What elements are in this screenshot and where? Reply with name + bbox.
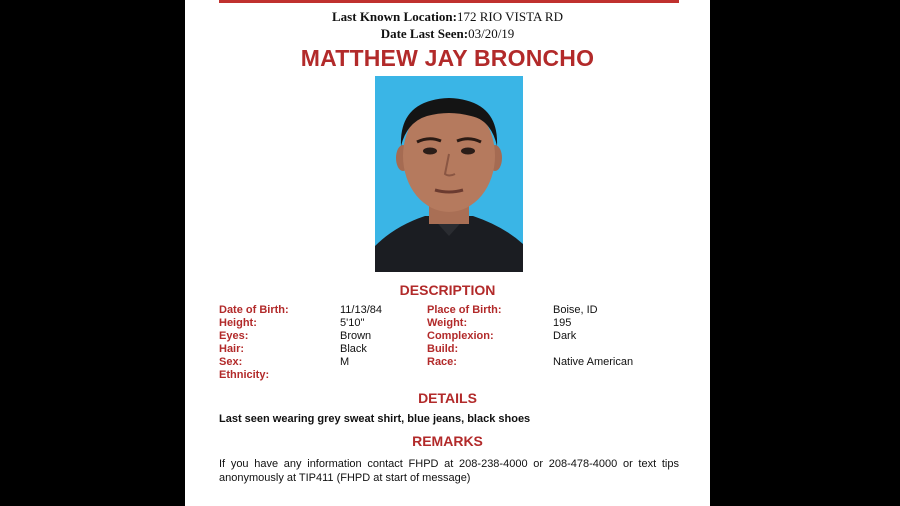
race-label: Race: [427, 356, 457, 368]
height-label: Height: [219, 317, 257, 329]
dob-value: 11/13/84 [340, 304, 383, 316]
person-photo [375, 76, 523, 272]
build-label: Build: [427, 343, 459, 355]
last-known-location [185, 9, 710, 25]
ethnicity-label: Ethnicity: [219, 369, 270, 381]
details-heading: DETAILS [418, 390, 477, 406]
complexion-value: Dark [553, 330, 577, 342]
hair-label: Hair: [219, 343, 245, 355]
description-heading: DESCRIPTION [399, 282, 496, 298]
sex-label: Sex: [219, 356, 243, 368]
date-seen-value: 03/20/19 [468, 26, 515, 41]
eyes-value: Brown [340, 330, 372, 342]
height-value: 5'10" [340, 317, 365, 329]
location-value: 172 RIO VISTA RD [456, 9, 563, 24]
location-label: Last Known Location: [332, 9, 457, 24]
race-value: Native American [553, 356, 634, 368]
date-seen-label: Date Last Seen: [380, 26, 469, 41]
hair-value: Black [340, 343, 367, 355]
remarks-heading: REMARKS [412, 433, 483, 449]
sex-value: M [340, 356, 350, 368]
dob-label: Date of Birth: [219, 304, 289, 316]
pob-value: Boise, ID [553, 304, 598, 316]
details-text: Last seen wearing grey sweat shirt, blue jeans, black shoes [219, 413, 531, 425]
complexion-label: Complexion: [427, 330, 494, 342]
weight-value: 195 [553, 317, 572, 329]
weight-label: Weight: [427, 317, 468, 329]
eyes-label: Eyes: [219, 330, 249, 342]
portrait-illustration [375, 76, 523, 272]
date-last-seen [185, 26, 710, 42]
missing-person-flyer [185, 0, 710, 506]
pob-label: Place of Birth: [427, 304, 502, 316]
top-red-rule [219, 0, 679, 3]
person-name: MATTHEW JAY BRONCHO [300, 45, 595, 71]
remarks-text: If you have any information contact FHPD at 208-238-4000 or 208-478-4000 or text tips anonymously at TIP411 (FHPD at start of message) [219, 458, 679, 484]
